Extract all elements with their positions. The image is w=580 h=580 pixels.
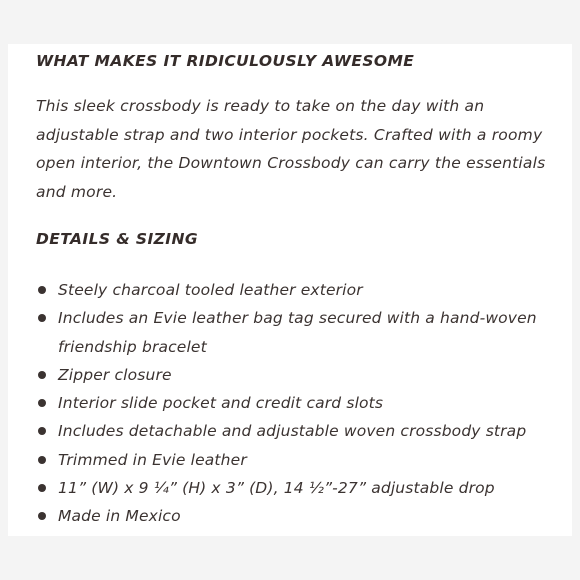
bullet-icon xyxy=(38,371,46,379)
product-description-text: This sleek crossbody is ready to take on the day with an adjustable strap and two interior pockets. Crafted with a roomy open interior, the Downtown Crossbody can carry the essentials and more. xyxy=(36,97,546,201)
section-heading-awesome: WHAT MAKES IT RIDICULOUSLY AWESOME xyxy=(36,52,415,70)
list-item-text: Includes an Evie leather bag tag secured with a hand-woven friendship bracelet xyxy=(58,309,537,356)
product-description-panel xyxy=(8,44,572,536)
bullet-icon xyxy=(38,399,46,407)
list-item xyxy=(36,502,566,530)
list-item xyxy=(36,361,566,389)
list-item-text: 11” (W) x 9 ¼” (H) x 3” (D), 14 ½”-27” adjustable drop xyxy=(58,479,495,498)
bullet-icon xyxy=(38,512,46,520)
list-item xyxy=(36,304,566,361)
list-item xyxy=(36,389,566,417)
list-item xyxy=(36,417,566,445)
list-item-text: Zipper closure xyxy=(58,365,172,384)
list-item-text: Interior slide pocket and credit card slots xyxy=(58,394,384,413)
details-list xyxy=(36,276,566,531)
bullet-icon xyxy=(38,427,46,435)
bullet-icon xyxy=(38,484,46,492)
list-item-text: Made in Mexico xyxy=(58,507,181,526)
bullet-icon xyxy=(38,314,46,322)
list-item-text: Trimmed in Evie leather xyxy=(58,450,247,469)
bullet-icon xyxy=(38,456,46,464)
bullet-icon xyxy=(38,286,46,294)
list-item-text: Steely charcoal tooled leather exterior xyxy=(58,281,363,299)
list-item xyxy=(36,446,566,474)
list-item xyxy=(36,276,566,304)
section-heading-details: DETAILS & SIZING xyxy=(36,230,198,248)
list-item-text: Includes detachable and adjustable woven crossbody strap xyxy=(58,422,527,441)
list-item xyxy=(36,474,566,502)
